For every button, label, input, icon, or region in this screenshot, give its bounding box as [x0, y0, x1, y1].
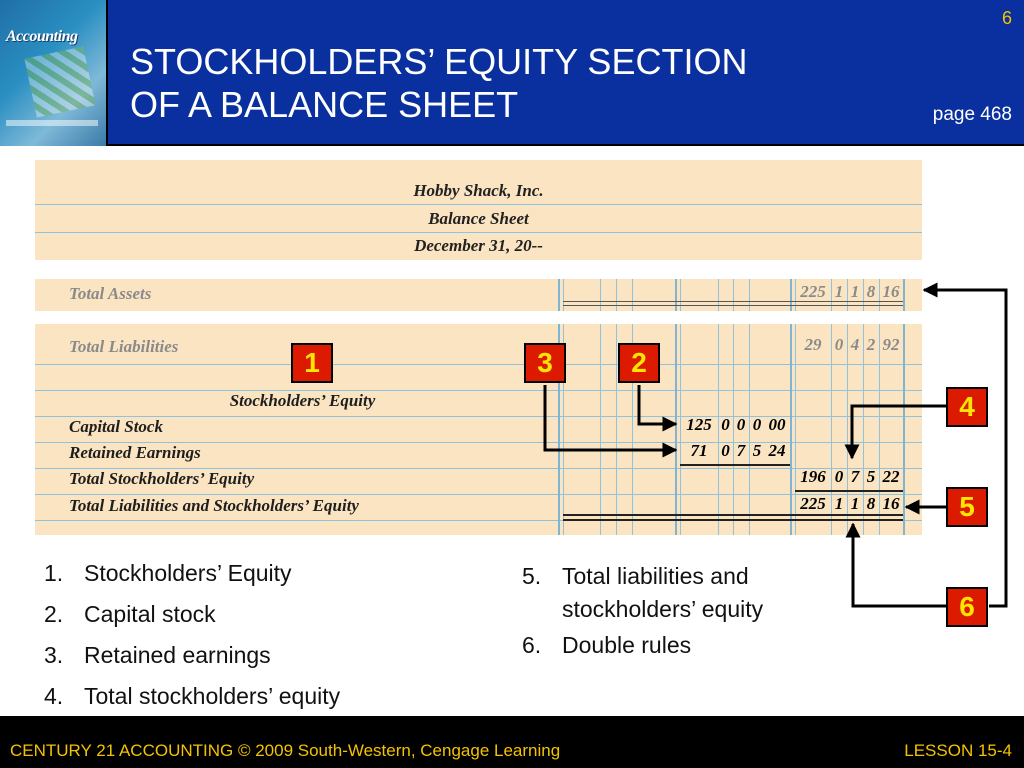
cover-band	[6, 120, 98, 126]
amount-digit: 92	[882, 335, 900, 354]
heading-rule	[35, 204, 922, 205]
total-stockholders-equity-amount	[795, 467, 903, 487]
total-stockholders-equity-label: Total Stockholders’ Equity	[69, 469, 255, 488]
column-rule	[558, 279, 560, 311]
amount-digit: 0	[721, 415, 730, 434]
textbook-cover-image	[0, 0, 108, 146]
amount-digit: 2	[866, 335, 876, 354]
column-rule	[616, 324, 617, 535]
legend-number: 6.	[522, 632, 542, 658]
amount-digit: 71	[690, 441, 708, 460]
legend-text: Retained earnings	[84, 642, 271, 668]
callout-badge-3: 3	[524, 343, 566, 383]
amount-digit: 196	[800, 467, 826, 486]
legend-number: 5.	[522, 563, 542, 589]
amount-digit: 0	[721, 441, 730, 460]
amount-digit: 1	[834, 282, 844, 301]
column-rule	[563, 279, 564, 311]
amount-digit: 1	[850, 494, 860, 513]
retained-earnings-label: Retained Earnings	[69, 443, 201, 462]
column-rule	[903, 324, 905, 535]
slide-footer	[0, 716, 1024, 768]
column-rule	[733, 279, 734, 311]
legend-number: 2.	[44, 601, 64, 627]
amount-digit: 0	[834, 335, 844, 354]
slide-title-line2: OF A BALANCE SHEET	[130, 84, 519, 125]
total-assets-label: Total Assets	[69, 284, 152, 303]
slide-title-line1: STOCKHOLDERS’ EQUITY SECTION	[130, 41, 748, 82]
slide-title	[130, 40, 747, 126]
footer-lesson: LESSON 15-4	[904, 741, 1012, 760]
company-name: Hobby Shack, Inc.	[413, 181, 544, 200]
amount-digit: 7	[736, 441, 746, 460]
legend-text: Double rules	[562, 632, 692, 658]
callout-badge-1: 1	[291, 343, 333, 383]
arrow-double-rules-upper	[924, 290, 1006, 606]
row-rule	[35, 494, 922, 495]
callout-badge-6: 6	[946, 587, 988, 627]
amount-digit: 1	[850, 282, 860, 301]
single-rule	[563, 301, 903, 302]
double-rule-bottom	[563, 519, 903, 521]
amount-digit: 5	[752, 441, 762, 460]
legend-item	[44, 683, 464, 710]
total-liabilities-amount	[795, 335, 903, 355]
legend-number: 3.	[44, 642, 64, 668]
column-rule	[680, 279, 681, 311]
total-assets-amount	[795, 282, 903, 302]
legend-text: Total liabilities and stockholders’ equity	[562, 563, 764, 622]
capital-stock-amount	[680, 415, 789, 435]
column-rule	[790, 279, 792, 311]
footer-copyright: CENTURY 21 ACCOUNTING © 2009 South-Western, Cengage Learning	[10, 741, 561, 760]
balance-sheet-heading	[35, 160, 922, 260]
total-liabilities-label: Total Liabilities	[69, 337, 179, 356]
column-rule	[790, 324, 792, 535]
amount-digit: 16	[882, 494, 900, 513]
amount-digit: 29	[804, 335, 822, 354]
column-rule	[749, 279, 750, 311]
amount-digit: 225	[800, 282, 826, 301]
amount-digit: 22	[882, 467, 900, 486]
total-liabilities-and-equity-amount	[795, 494, 903, 514]
cover-pattern	[24, 46, 95, 117]
statement-name: Balance Sheet	[428, 209, 529, 228]
page-reference: page 468	[932, 104, 1012, 125]
amount-digit: 16	[882, 282, 900, 301]
column-rule	[616, 279, 617, 311]
column-rule	[600, 324, 601, 535]
single-rule	[563, 305, 903, 306]
callout-badge-5: 5	[946, 487, 988, 527]
legend-item	[522, 632, 822, 659]
amount-digit: 0	[834, 467, 844, 486]
single-rule	[680, 464, 790, 466]
legend-list-left	[44, 560, 464, 724]
amount-digit: 24	[768, 441, 786, 460]
stockholders-equity-heading: Stockholders’ Equity	[229, 391, 376, 410]
amount-digit: 00	[768, 415, 786, 434]
column-rule	[600, 279, 601, 311]
double-rule-top	[563, 514, 903, 516]
total-assets-row	[35, 279, 922, 311]
legend-list-right	[522, 560, 822, 673]
amount-digit: 0	[752, 415, 762, 434]
row-rule	[35, 364, 922, 365]
amount-digit: 1	[834, 494, 844, 513]
amount-digit: 8	[866, 282, 876, 301]
legend-text: Capital stock	[84, 601, 216, 627]
amount-digit: 4	[850, 335, 860, 354]
legend-number: 4.	[44, 683, 64, 709]
amount-digit: 5	[866, 467, 876, 486]
column-rule	[718, 279, 719, 311]
legend-text: Total stockholders’ equity	[84, 683, 341, 709]
legend-item	[44, 601, 464, 628]
statement-date: December 31, 20--	[414, 236, 543, 255]
heading-rule	[35, 232, 922, 233]
column-rule	[675, 279, 677, 311]
amount-digit: 0	[736, 415, 746, 434]
legend-text: Stockholders’ Equity	[84, 560, 292, 586]
legend-item	[44, 642, 464, 669]
column-rule	[903, 279, 905, 311]
capital-stock-label: Capital Stock	[69, 417, 163, 436]
slide-number: 6	[1001, 8, 1012, 28]
stockholders-equity-ledger	[35, 324, 922, 535]
callout-badge-4: 4	[946, 387, 988, 427]
amount-digit: 125	[686, 415, 712, 434]
retained-earnings-amount	[680, 441, 789, 461]
arrow-double-rules-lower	[853, 524, 946, 606]
slide-header	[0, 0, 1024, 146]
callout-badge-2: 2	[618, 343, 660, 383]
column-rule	[632, 279, 633, 311]
legend-item	[44, 560, 464, 587]
single-rule	[795, 490, 903, 492]
amount-digit: 225	[800, 494, 826, 513]
amount-digit: 8	[866, 494, 876, 513]
legend-item	[522, 560, 822, 626]
cover-logo: Accounting	[6, 28, 78, 45]
legend-number: 1.	[44, 560, 64, 586]
amount-digit: 7	[850, 467, 860, 486]
column-rule	[675, 324, 677, 535]
total-liabilities-and-equity-label: Total Liabilities and Stockholders’ Equity	[69, 496, 359, 515]
